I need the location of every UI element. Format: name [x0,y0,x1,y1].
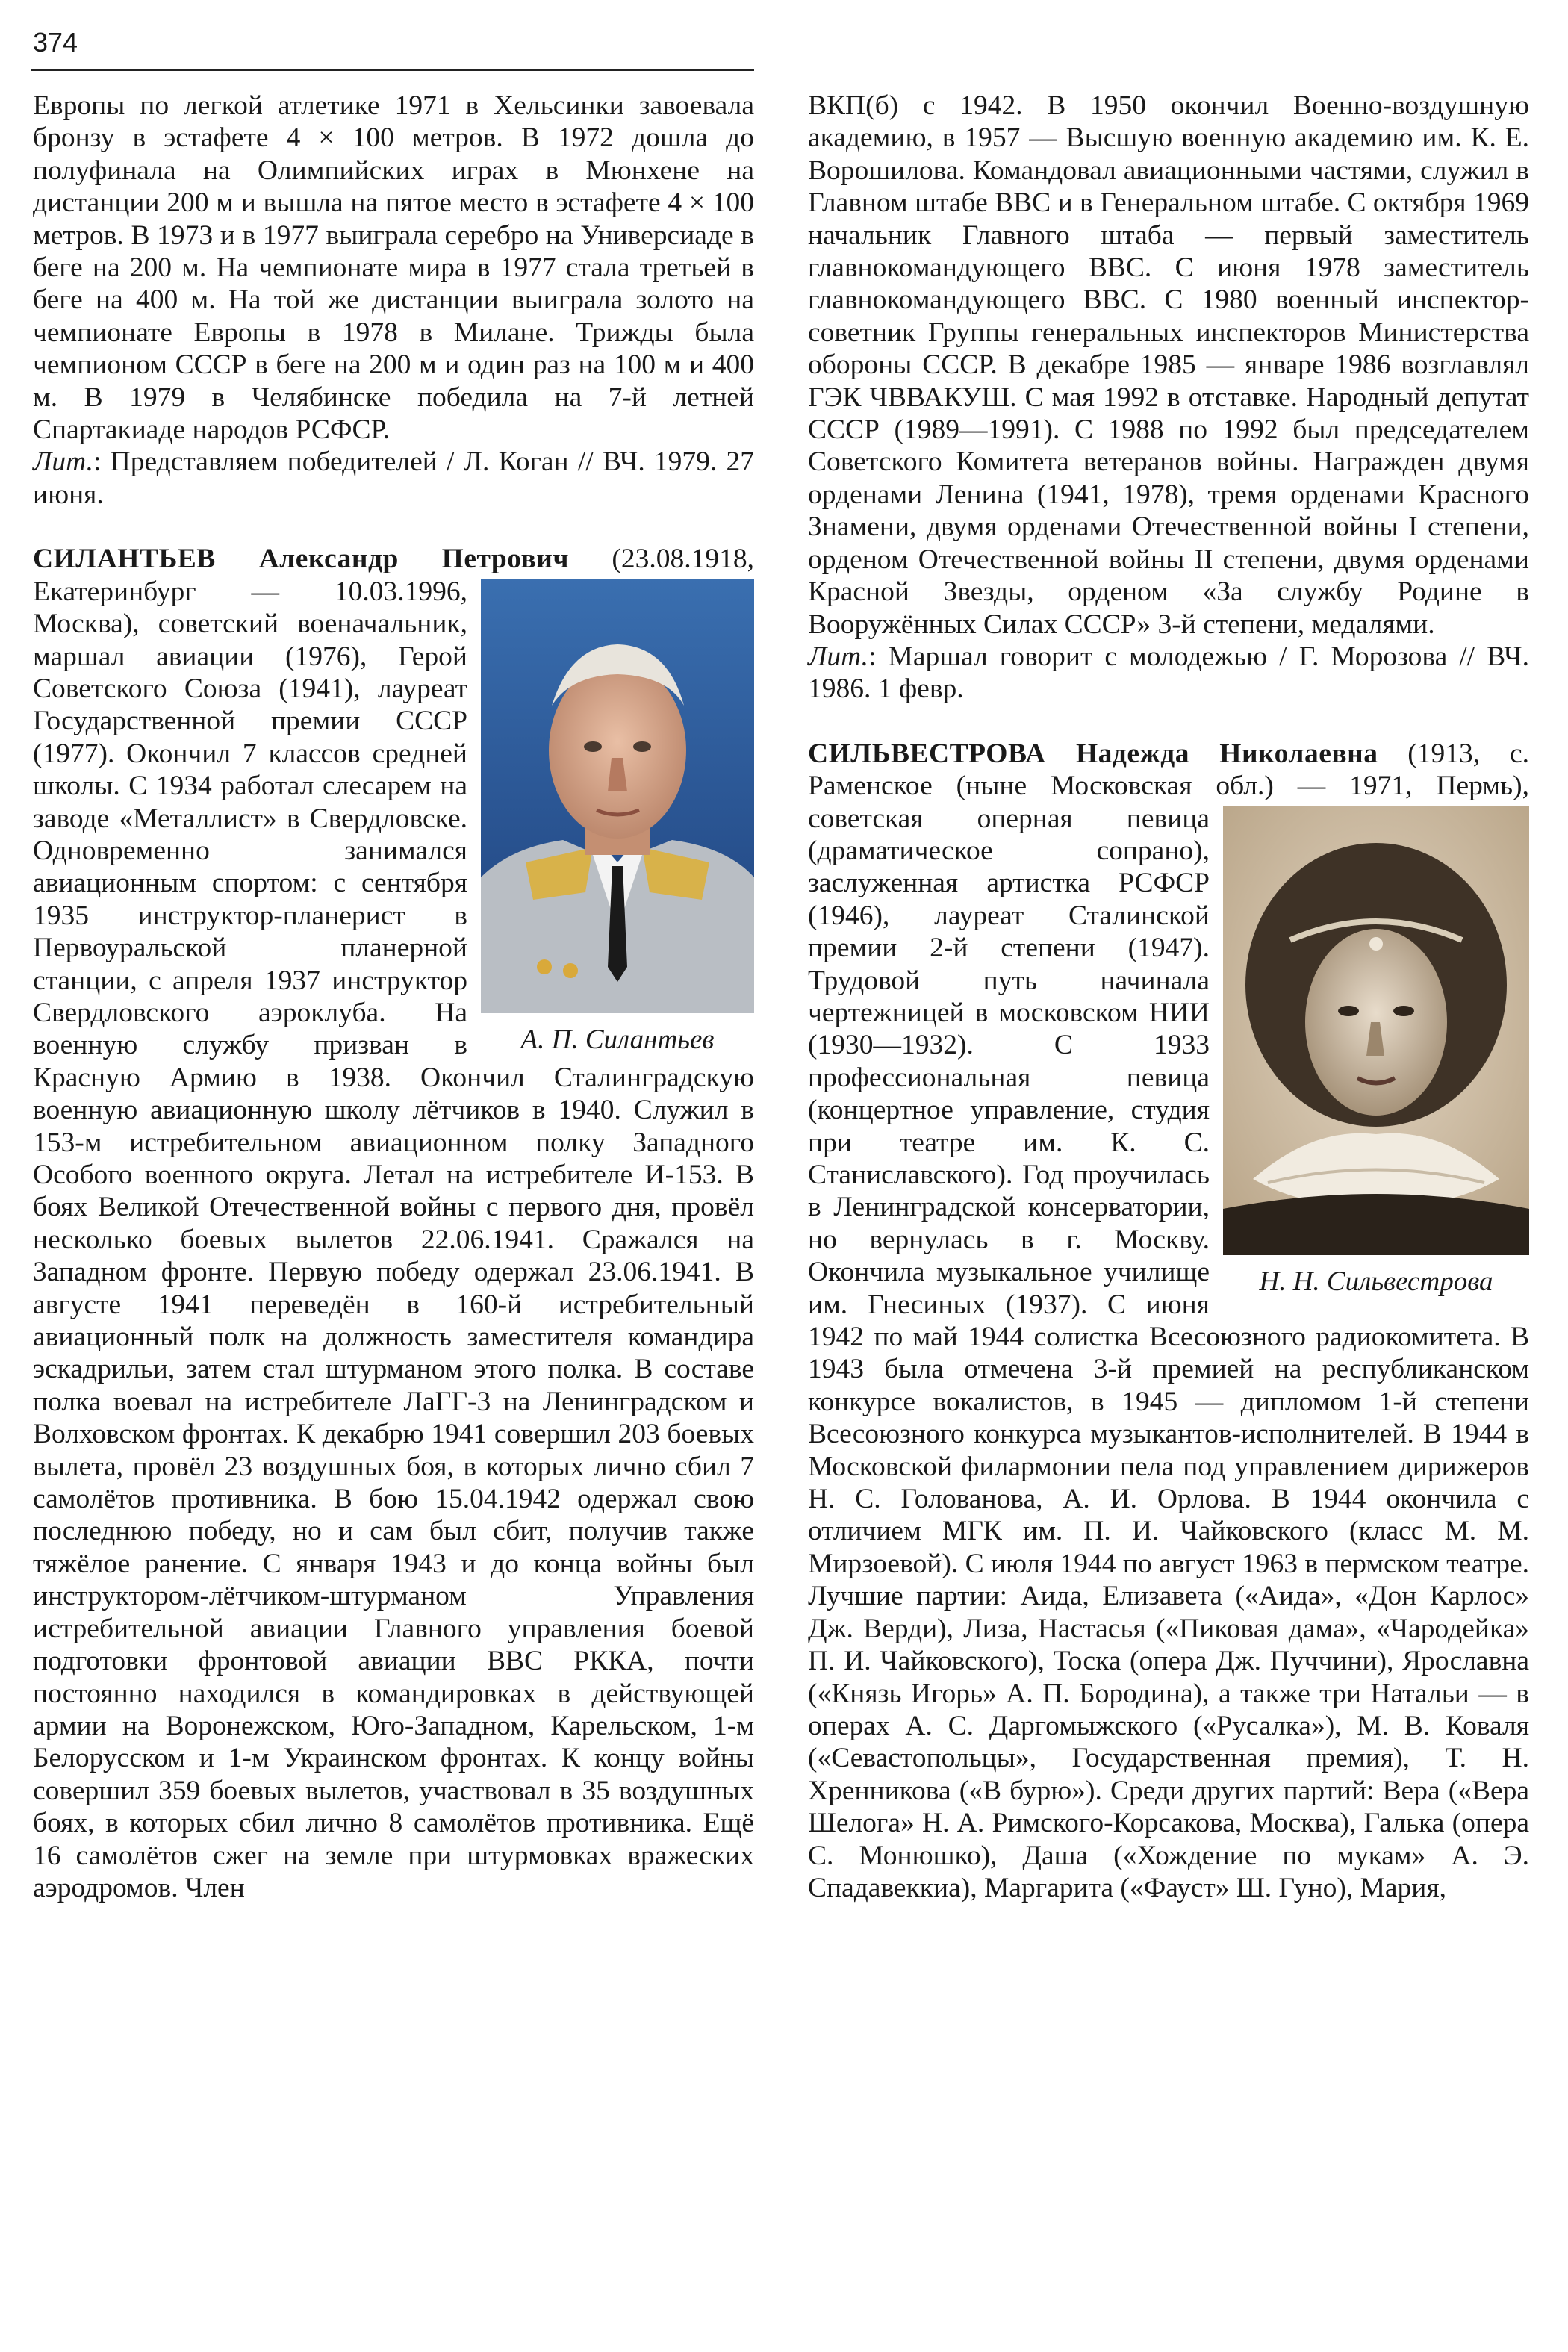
entry-headword: СИЛАНТЬЕВ Александр Петрович [33,544,570,575]
literature-reference [33,446,754,511]
lit-label-right: Лит. [808,641,869,672]
header-rule [31,69,754,71]
portrait-caption: А. П. Силантьев [520,1024,715,1055]
entry-gap [33,511,754,543]
continued-paragraph-right: ВКП(б) с 1942. В 1950 окончил Военно-воздушную академию, в 1957 — Высшую военную академию им. К. Е. Ворошилова. Командовал авиационными частями, служил в Главном штабе ВВС и в Генеральном штабе. С октября 1969 начальник Главного штаба — первый заместитель главнокомандующего ВВС. С июня 1978 заместитель главнокомандующего ВВС. С 1980 военный инспектор-советник Группы генеральных инспекторов Министерства обороны СССР. В декабре 1985 — январе 1986 возглавлял ГЭК ЧВВАКУШ. С мая 1992 в отставке. Народный депутат СССР (1989—1991). С 1988 по 1992 был председателем Советского Комитета ветеранов войны. Награжден двумя орденами Ленина (1941, 1978), тремя орденами Красного Знамени, двумя орденами Отечественной войны I степени, орденом Отечественной войны II степени, двумя орденами Красной Звезды, орденом «За службу Родине в Вооружённых Силах СССР» 3-й степени, медалями. [808,90,1529,640]
literature-reference-right [808,641,1529,706]
entry-opening-right: (1913, с. Раменское (ныне Московская обл.) — [808,738,1529,802]
portrait-photo-silvestrova [1223,806,1529,1255]
entry-body: Москва), советский военачальник, маршал авиации (1976), Герой Советского Союза (1941), лауреат Государственной премии СССР (1977). Окончил 7 классов средней школы. С 1934 работал слесарем на заводе «Металлист» в Свердловске. Одновременно занимался авиационным спортом: с сентября 1935 инструктор-планерист в Первоуральской планерной станции, с апреля 1937 инструктор Свердловского аэроклуба. На военную службу призван в Красную Армию в 1938. Окончил Сталинградскую военную авиационную школу лётчиков в 1940. Служил в 153-м истребительном авиационном полку Западного Особого военного округа. Летал на истребителе И-153. В боях Великой Отечественной войны с первого дня, провёл несколько боевых вылетов 22.06.1941. Сражался на Западном фронте. Первую победу одержал 23.06.1941. В августе 1941 переведён в 160-й истребительный авиационный полк на должность заместителя командира эскадрильи, затем стал штурманом этого полка. В составе полка воевал на истребителе ЛаГГ-3 на Ленинградском и Волховском фронтах. К декабрю 1941 совершил 203 боевых вылета, провёл 23 воздушных боя, в которых лично сбил 7 самолётов противника. В бою 15.04.1942 одержал свою последнюю победу, но и сам был сбит, получив также тяжёлое ранение. С января 1943 и до конца войны был инструктором-лётчиком-штурманом Управления истребительной авиации Главного управления боевой подготовки фронтовой авиации ВВС РККА, почти постоянно находился в командировках в действующей армии на Воронежском, Юго-Западном, Карельском, 1-м Белорусском и 1-м Украинском фронтах. К концу войны совершил 359 боевых вылетов, участвовал в 35 воздушных боях, в которых сбил лично 8 самолётов противника. Ещё 16 самолётов сжег на земле при штурмовках вражеских аэродромов. Член [33,609,754,1903]
lit-label: Лит. [33,447,94,478]
portrait-caption-right: Н. Н. Сильвестрова [1259,1266,1493,1297]
portrait-photo-silantyev [481,579,754,1013]
portrait-image [481,579,754,1013]
entry-headword-right: СИЛЬВЕСТРОВА Надежда Николаевна [808,738,1378,769]
portrait-figure [481,579,754,1056]
entry-silantyev [33,543,754,1904]
entry-silvestrova [808,738,1529,1905]
continued-paragraph: Европы по легкой атлетике 1971 в Хельсинки завоевала бронзу в эстафете 4 × 100 метров. В 1972 дошла до полуфинала на Олимпийских играх в Мюнхене на дистанции 200 м и вышла на пятое место в эстафете 4 × 100 метров. В 1973 и в 1977 выиграла серебро на Универсиаде в беге на 200 м. На чемпионате мира в 1977 стала третьей в беге на 400 м. На той же дистанции выиграла золото на чемпионате Европы в 1978 в Милане. Трижды была чемпионом СССР в беге на 200 м и один раз на 100 м и 400 м. В 1979 в Челябинске победила на 7-й летней Спартакиаде народов РСФСР. [33,90,754,446]
portrait-image-right [1223,806,1529,1255]
lit-text-right: : Маршал говорит с молодежью / Г. Морозова // ВЧ. 1986. 1 февр. [808,641,1529,705]
entry-body-right: 1971, Пермь), советская оперная певица (драматическое сопрано), заслуженная артистка РСФСР (1946), лауреат Сталинской премии 2-й степени (1947). Трудовой путь начинала чертежницей в московском НИИ (1930—1932). С 1933 профессиональная певица (концертное управление, студия при театре им. К. С. Станиславского). Год проучилась в Ленинградской консерватории, но вернулась в г. Москву. Окончила музыкальное училище им. Гнесиных (1937). С июня 1942 по май 1944 солистка Всесоюзного радиокомитета. В 1943 была отмечена 3-й премией на республиканском конкурсе вокалистов, в 1945 — дипломом 1-й степени Всесоюзного конкурса музыкантов-исполнителей. В 1944 в Московской филармонии пела под управлением дирижеров Н. С. Голованова, А. И. Орлова. В 1944 окончила с отличием МГК им. П. И. Чайковского (класс М. М. Мирзоевой). С июля 1944 по август 1963 в пермском театре. Лучшие партии: Аида, Елизавета («Аида», «Дон Карлос» Дж. Верди), Лиза, Настасья («Пиковая дама», «Чародейка» П. И. Чайковского), Тоска (опера Дж. Пуччини), Ярославна («Князь Игорь» А. П. Бородина), а также три Натальи — в операх А. С. Даргомыжского («Русалка»), М. В. Коваля («Севастопольцы», Государственная премия), Т. Н. Хренникова («В бурю»). Среди других партий: Вера («Вера Шелога» Н. А. Римского-Корсакова, Москва), Галька (опера С. Монюшко), Даша («Хождение по мукам» А. Э. Спадавеккиа), Маргарита («Фауст» Ш. Гуно), Мария, [808,771,1529,1903]
entry-opening: (23.08.1918, Екатеринбург — 10.03.1996, [33,544,754,607]
lit-text: : Представляем победителей / Л. Коган // ВЧ. 1979. 27 июня. [33,447,754,510]
right-column [808,90,1529,1904]
page-number: 374 [33,27,78,57]
portrait-figure-right [1223,806,1529,1298]
left-column [33,90,754,1904]
entry-gap-right [808,706,1529,738]
